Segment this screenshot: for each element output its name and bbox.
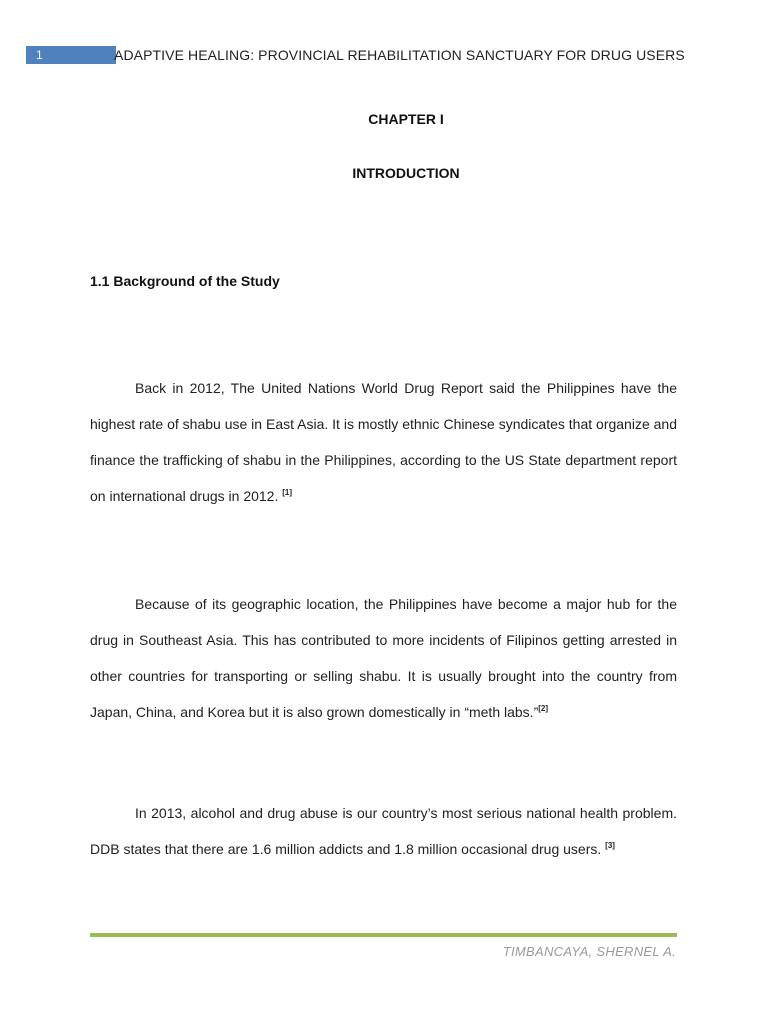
- paragraph-text: Back in 2012, The United Nations World Drug Report said the Philippines have the highest rate of shabu use in East Asia. It is mostly ethnic Chinese syndicates that organize and finance the trafficking of shabu in the Philippines, according to the US State department report on international drugs in 2012.: [90, 380, 677, 504]
- header-title: ADAPTIVE HEALING: PROVINCIAL REHABILITATION SANCTUARY FOR DRUG USERS: [114, 47, 685, 63]
- footer-author: TIMBANCAYA, SHERNEL A.: [502, 944, 676, 959]
- citation-marker: [3]: [605, 841, 615, 850]
- paragraph-3: [90, 795, 677, 867]
- chapter-title: INTRODUCTION: [352, 165, 460, 181]
- page-number: 1: [26, 46, 116, 64]
- page-header: [26, 46, 726, 64]
- paragraph-1: [90, 370, 677, 514]
- section-heading: 1.1 Background of the Study: [90, 273, 280, 289]
- citation-marker: [2]: [538, 704, 549, 713]
- citation-marker: [1]: [282, 488, 293, 497]
- paragraph-2: [90, 586, 677, 730]
- chapter-label: CHAPTER I: [368, 111, 444, 127]
- paragraph-text: Because of its geographic location, the Philippines have become a major hub for the drug in Southeast Asia. This has contributed to more incidents of Filipinos getting arrested in other countries for transporting or selling shabu. It is usually brought into the country from Japan, China, and Korea but it is also grown domestically in “meth labs.”: [90, 596, 677, 720]
- paragraph-text: In 2013, alcohol and drug abuse is our country’s most serious national health problem. DDB states that there are 1.6 million addicts and 1.8 million occasional drug users.: [90, 805, 677, 857]
- footer-rule: [90, 933, 677, 937]
